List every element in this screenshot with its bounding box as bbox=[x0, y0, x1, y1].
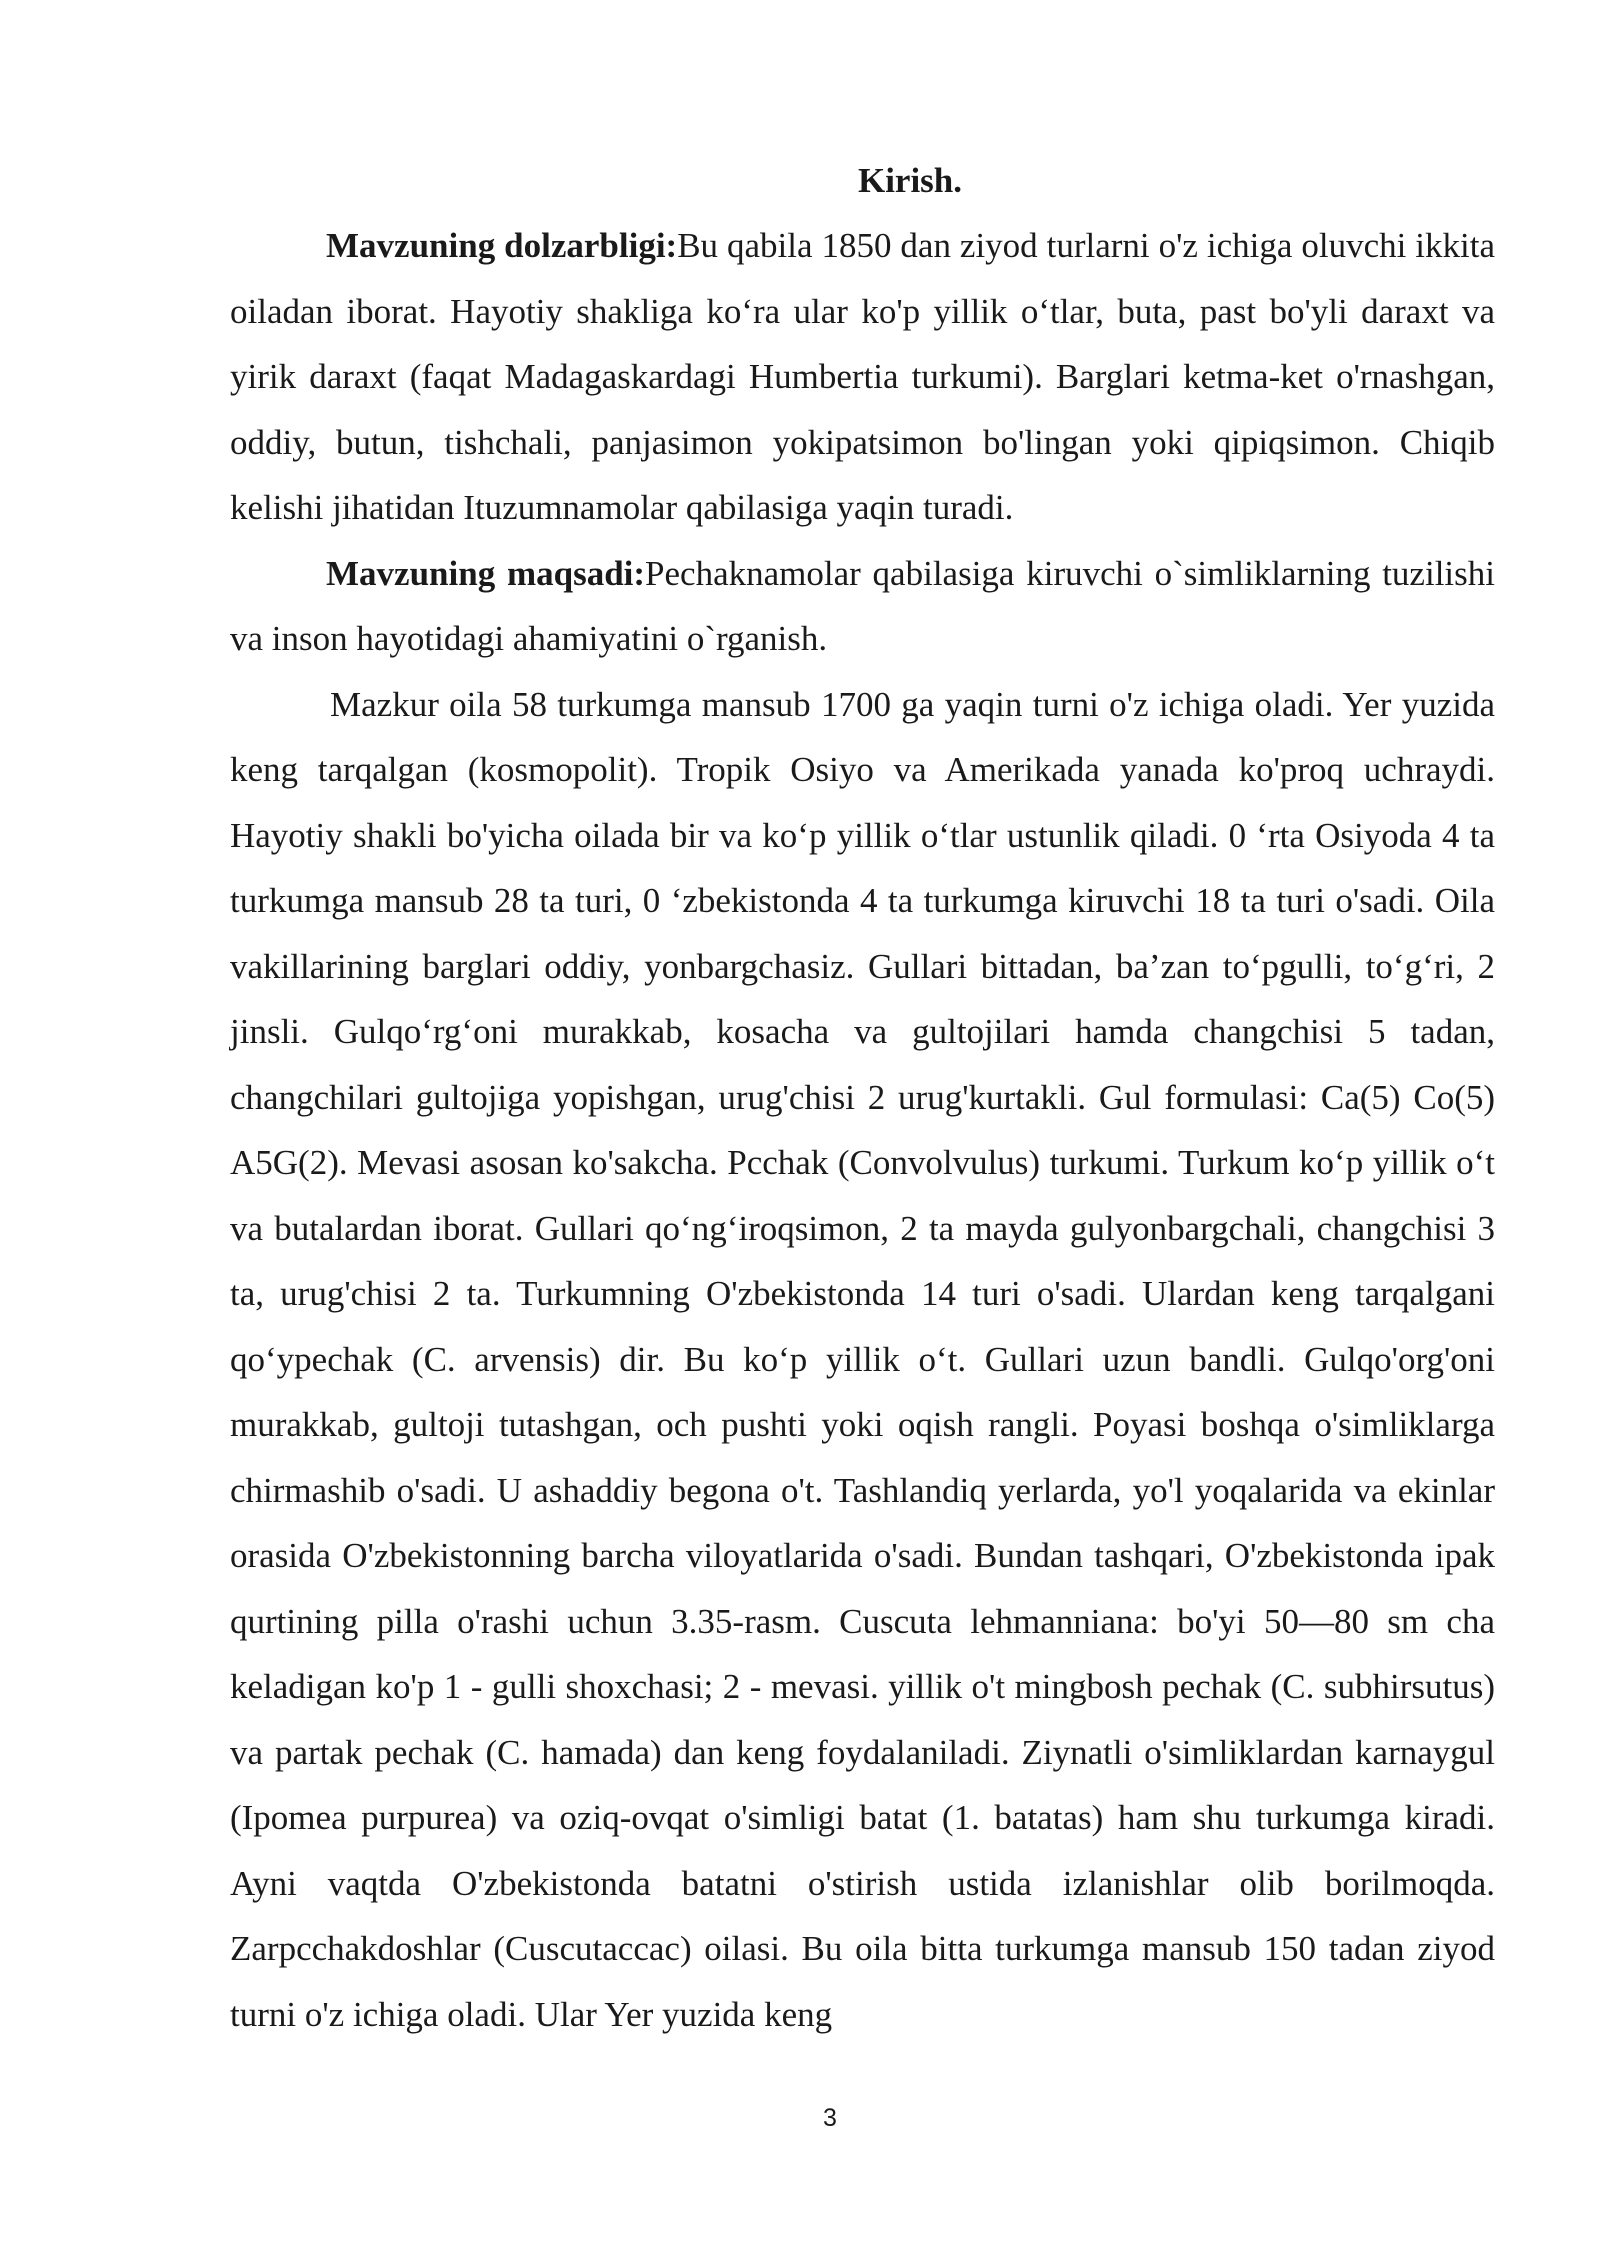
paragraph-relevance bbox=[230, 213, 1495, 541]
section-title: Kirish. bbox=[857, 161, 963, 200]
page-number: 3 bbox=[823, 2104, 837, 2132]
paragraph-label: Mavzuning maqsadi: bbox=[326, 553, 646, 593]
paragraph-text: Mazkur oila 58 turkumga mansub 1700 ga yaqin turni o'z ichiga oladi. Yer yuzida keng tarqalgan (kosmopolit). Tropik Osiyo va Amerikada yanada ko'proq uchraydi. Hayotiy shakli bo'yicha oilada bir va ko‘p yillik o‘tlar ustunlik qiladi. 0 ‘rta Osiyoda 4 ta turkumga mansub 28 ta turi, 0 ‘zbekistonda 4 ta turkumga kiruvchi 18 ta turi o'sadi. Oila vakillarining barglari oddiy, yonbargchasiz. Gullari bittadan, ba’zan to‘pgulli, to‘g‘ri, 2 jinsli. Gulqo‘rg‘oni murakkab, kosacha va gultojilari hamda changchisi 5 tadan, changchilari gultojiga yopishgan, urug'chisi 2 urug'kurtakli. Gul formulasi: Ca(5) Co(5) A5G(2). Mevasi asosan ko'sakcha. Pcchak (Convolvulus) turkumi. Turkum ko‘p yillik o‘t va butalardan iborat. Gullari qo‘ng‘iroqsimon, 2 ta mayda gulyonbargchali, changchisi 3 ta, urug'chisi 2 ta. Turkumning O'zbekistonda 14 turi o'sadi. Ulardan keng tarqalgani qo‘ypechak (C. arvensis) dir. Bu ko‘p yillik o‘t. Gullari uzun bandli. Gulqo'org'oni murakkab, gultoji tutashgan, och pushti yoki oqish rangli. Poyasi boshqa o'simliklarga chirmashib o'sadi. U ashaddiy begona o't. Tashlandiq yerlarda, yo'l yoqalarida va ekinlar orasida O'zbekistonning barcha viloyatlarida o'sadi. Bundan tashqari, O'zbekistonda ipak qurtining pilla o'rashi uchun 3.35-rasm. Cuscuta lehmanniana: bo'yi 50—80 sm cha keladigan ko'p 1 - gulli shoxchasi; 2 - mevasi. yillik o't mingbosh pechak (C. subhirsutus) va partak pechak (C. hamada) dan keng foydalaniladi. Ziynatli o'simliklardan karnaygul (Ipomea purpurea) va oziq-ovqat o'simligi batat (1. batatas) ham shu turkumga kiradi. Ayni vaqtda O'zbekistonda batatni o'stirish ustida izlanishlar olib borilmoqda. Zarpcchakdoshlar (Cuscutaccac) oilasi. Bu oila bitta turkumga mansub 150 tadan ziyod turni o'z ichiga oladi. Ular Yer yuzida keng bbox=[230, 684, 1495, 2034]
paragraph-text: Bu qabila 1850 dan ziyod turlarni o'z ichiga oluvchi ikkita oiladan iborat. Hayotiy shakliga ko‘ra ular ko'p yillik o‘tlar, buta, past bo'yli daraxt va yirik daraxt (faqat Madagaskardagi Humbertia turkumi). Barglari ketma-ket o'rnashgan, oddiy, butun, tishchali, panjasimon yokipatsimon bo'lingan yoki qipiqsimon. Chiqib kelishi jihatidan Ituzumnamolar qabilasiga yaqin turadi. bbox=[230, 226, 1495, 527]
paragraph-label: Mavzuning dolzarbligi: bbox=[326, 226, 678, 265]
paragraph-family-description bbox=[230, 672, 1495, 2048]
paragraph-goal bbox=[230, 541, 1495, 672]
document-page bbox=[230, 148, 1495, 2047]
paragraph-text: Pechaknamolar qabilasiga kiruvchi o`simliklarning tuzilishi va inson hayotidagi ahamiyatini o`rganish. bbox=[230, 553, 1495, 658]
